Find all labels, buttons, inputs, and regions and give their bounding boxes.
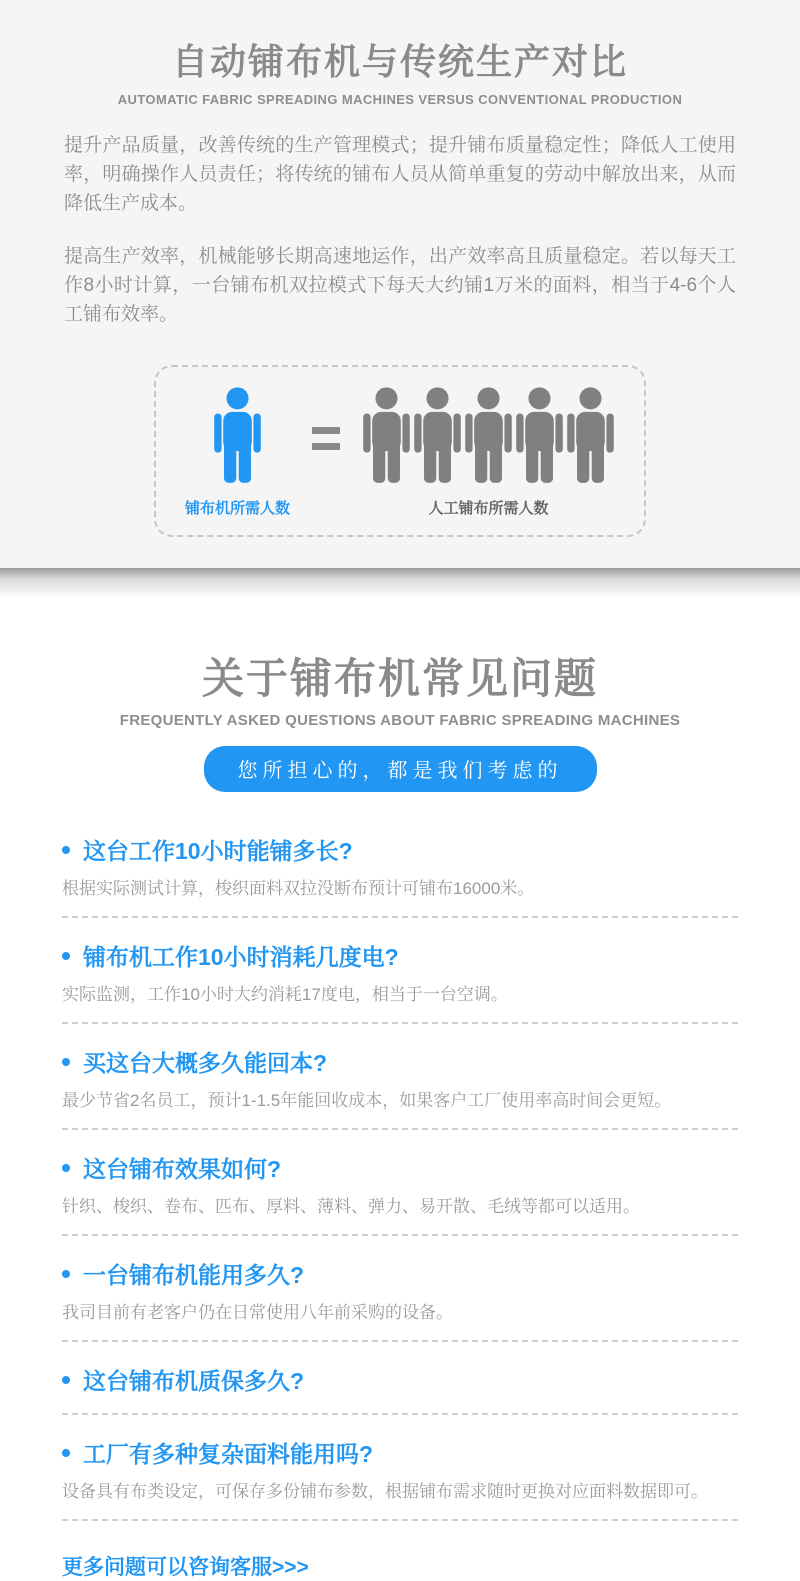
- faq-banner-pill: 您所担心的，都是我们考虑的: [204, 746, 597, 792]
- faq-question: [62, 1257, 738, 1290]
- comparison-paragraph-2: 提高生产效率，机械能够长期高速地运作，出产效率高且质量稳定。若以每天工作8小时计算，一台铺布机双拉模式下每天大约铺1万米的面料，相当于4-6个人工铺布效率。: [64, 246, 736, 325]
- faq-answer: 我司目前有老客户仍在日常使用八年前采购的设备。: [62, 1303, 453, 1322]
- manual-staffing-column: [362, 387, 615, 518]
- faq-answer: 设备具有布类设定，可保存多份铺布参数，根据铺布需求随时更换对应面料数据即可。: [62, 1482, 708, 1501]
- faq-item: [62, 812, 738, 918]
- faq-answer: 实际监测，工作10小时大约消耗17度电，相当于一台空调。: [62, 985, 508, 1004]
- bullet-dot-icon: [62, 1164, 70, 1172]
- person-icon: [566, 387, 615, 484]
- person-icon: [464, 387, 513, 484]
- faq-item: [62, 1130, 738, 1236]
- faq-question-label: 买这台大概多久能回本?: [83, 1050, 328, 1076]
- faq-question: [62, 939, 738, 972]
- staffing-comparison-diagram: [154, 365, 646, 537]
- person-icon: [362, 387, 411, 484]
- faq-answer: 最少节省2名员工，预计1-1.5年能回收成本，如果客户工厂使用率高时间会更短。: [62, 1091, 672, 1110]
- faq-answer: 针织、梭织、卷布、匹布、厚料、薄料、弹力、易开散、毛绒等都可以适用。: [62, 1197, 640, 1216]
- equals-icon: [312, 427, 340, 450]
- faq-section: [0, 598, 800, 1581]
- faq-question: [62, 1151, 738, 1184]
- person-icon: [213, 387, 262, 484]
- faq-question-label: 这台铺布效果如何?: [83, 1156, 282, 1182]
- faq-title: 关于铺布机常见问题: [201, 655, 598, 702]
- faq-question-label: 这台铺布机质保多久?: [83, 1368, 305, 1394]
- faq-question: [62, 1045, 738, 1078]
- faq-subtitle: FREQUENTLY ASKED QUESTIONS ABOUT FABRIC SPREADING MACHINES: [119, 712, 681, 729]
- comparison-paragraph-1: 提升产品质量，改善传统的生产管理模式；提升铺布质量稳定性；降低人工使用率，明确操作人员责任；将传统的铺布人员从简单重复的劳动中解放出来，从而降低生产成本。: [64, 135, 736, 214]
- bullet-dot-icon: [62, 1449, 70, 1457]
- manual-staffing-label: 人工铺布所需人数: [428, 500, 549, 517]
- faq-question-label: 一台铺布机能用多久?: [83, 1262, 305, 1288]
- faq-answer: 根据实际测试计算，梭织面料双拉没断布预计可铺布16000米。: [62, 879, 535, 898]
- contact-support-link[interactable]: 更多问题可以咨询客服>>>: [62, 1556, 309, 1579]
- faq-item: [62, 1024, 738, 1130]
- faq-list: [62, 812, 738, 1521]
- comparison-section: [0, 0, 800, 568]
- faq-question: [62, 1363, 738, 1396]
- faq-question-label: 铺布机工作10小时消耗几度电?: [83, 944, 399, 970]
- bullet-dot-icon: [62, 952, 70, 960]
- bullet-dot-icon: [62, 1058, 70, 1066]
- faq-question: [62, 833, 738, 866]
- faq-item: [62, 1342, 738, 1415]
- machine-person-group: [213, 387, 262, 484]
- section-divider-shadow: [0, 568, 800, 598]
- faq-item: [62, 918, 738, 1024]
- machine-staffing-label: 铺布机所需人数: [184, 500, 290, 517]
- faq-item: [62, 1236, 738, 1342]
- comparison-subtitle: AUTOMATIC FABRIC SPREADING MACHINES VERSUS CONVENTIONAL PRODUCTION: [117, 92, 683, 107]
- faq-question: [62, 1436, 738, 1469]
- machine-staffing-column: [185, 387, 290, 518]
- bullet-dot-icon: [62, 846, 70, 854]
- faq-item: [62, 1415, 738, 1521]
- manual-person-group: [362, 387, 615, 484]
- person-icon: [515, 387, 564, 484]
- bullet-dot-icon: [62, 1376, 70, 1384]
- comparison-title: 自动铺布机与传统生产对比: [171, 41, 628, 82]
- faq-question-label: 工厂有多种复杂面料能用吗?: [83, 1441, 374, 1467]
- faq-question-label: 这台工作10小时能铺多长?: [83, 838, 353, 864]
- bullet-dot-icon: [62, 1270, 70, 1278]
- person-icon: [413, 387, 462, 484]
